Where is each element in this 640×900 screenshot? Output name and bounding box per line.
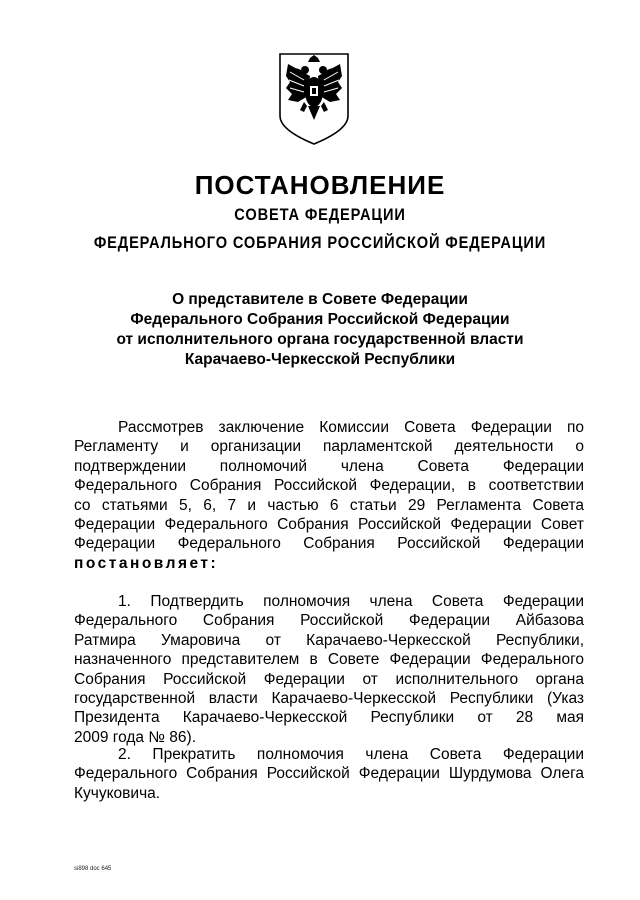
text-line: Ратмира Умаровича от Карачаево-Черкесской Республики,	[74, 631, 584, 649]
text-line: Рассмотрев заключение Комиссии Совета Федерации по	[118, 419, 584, 436]
text-line: Президента Карачаево-Черкесской Республики от 28 мая	[74, 709, 584, 727]
document-title: ПОСТАНОВЛЕНИЕ	[194, 170, 446, 200]
text-line: Федерации Федерального Собрания Российской Федерации	[74, 535, 584, 553]
text-line: Кучуковича.	[74, 784, 161, 802]
coat-of-arms-icon	[274, 50, 354, 148]
issuer-line-2: ФЕДЕРАЛЬНОГО СОБРАНИЯ РОССИЙСКОЙ ФЕДЕРАЦИИ	[93, 233, 547, 252]
resolution-subject	[0, 290, 640, 370]
resolves-word: постановляет:	[74, 554, 219, 572]
text-line: Федерации Федерального Собрания Российской Федерации Совет	[74, 515, 584, 533]
text-line: Федерального Собрания Российской Федерации, в соответствии	[74, 477, 584, 495]
text-line: Собрания Российской Федерации от исполнительного органа	[74, 670, 584, 688]
text-line: Федерального Собрания Российской Федерации Айбазова	[74, 612, 584, 630]
subject-line: Федерального Собрания Российской Федерации	[130, 311, 510, 328]
text-line: подтверждении полномочий члена Совета Федерации	[74, 457, 584, 475]
text-line: Регламенту и организации парламентской деятельности о	[74, 438, 584, 456]
text-line: назначенного представителем в Совете Федерации Федерального	[74, 651, 584, 669]
text-line: 2. Прекратить полномочия члена Совета Федерации	[118, 746, 584, 763]
subject-line: О представителе в Совете Федерации	[172, 291, 468, 308]
subject-line: Карачаево-Черкесской Республики	[184, 351, 456, 368]
subject-line: от исполнительного органа государственной власти	[116, 331, 524, 348]
text-line: Федерального Собрания Российской Федерации Шурдумова Олега	[74, 765, 584, 783]
item-2-paragraph	[74, 745, 584, 803]
text-line: 1. Подтвердить полномочия члена Совета Федерации	[118, 593, 584, 610]
item-1-paragraph	[74, 592, 584, 747]
text-line: со статьями 5, 6, 7 и частью 6 статьи 29 Регламента Совета	[74, 496, 584, 514]
text-line: 2009 года № 86).	[74, 728, 196, 746]
preamble-paragraph	[74, 418, 584, 573]
issuer-line-1: СОВЕТА ФЕДЕРАЦИИ	[234, 205, 406, 224]
text-line: государственной власти Карачаево-Черкесской Республики (Указ	[74, 689, 584, 707]
document-footer-code: si898 doc 645	[74, 866, 112, 872]
